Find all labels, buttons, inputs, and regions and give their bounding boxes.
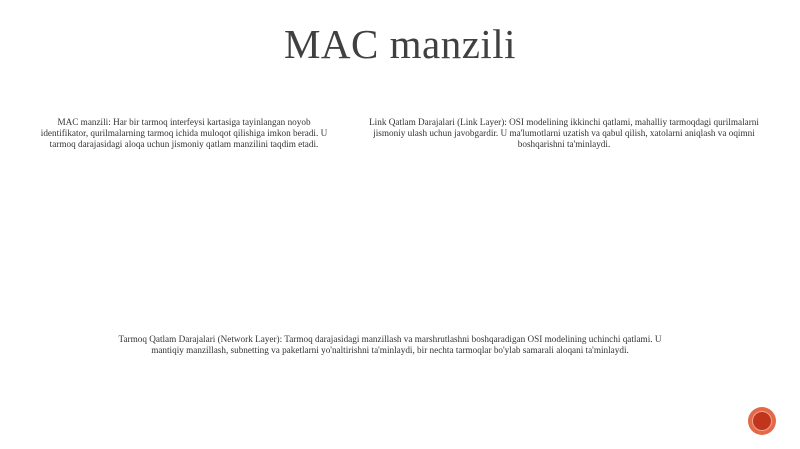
circle-button-icon[interactable] [748, 407, 776, 435]
slide-title: MAC manzili [283, 21, 517, 67]
network-layer-text: Tarmoq Qatlam Darajalari (Network Layer): Tarmoq darajasidagi manzillash va marshrutlashni boshqaradigan OSI modelining uchinchi qatlami. U mantiqiy manzillash, subnetting va paketlarni yo'naltirishni ta'minlaydi, bir nechta tarmoqlar bo'ylab samarali aloqani ta'minlaydi. [118, 334, 662, 356]
mac-address-text: MAC manzili: Har bir tarmoq interfeysi kartasiga tayinlangan noyob identifikator, qurilmalarning tarmoq ichida muloqot qilishiga imkon beradi. U tarmoq darajasidagi aloqa uchun jismoniy qatlam manzilini taqdim etadi. [40, 117, 328, 150]
circle-button-inner [752, 411, 772, 431]
link-layer-text: Link Qatlam Darajalari (Link Layer): OSI modelining ikkinchi qatlami, mahalliy tarmoqdagi qurilmalarni jismoniy ulash uchun javobgardir. U ma'lumotlarni uzatish va qabul qilish, xatolarni aniqlash va oqimni boshqarishni ta'minlaydi. [369, 117, 759, 150]
